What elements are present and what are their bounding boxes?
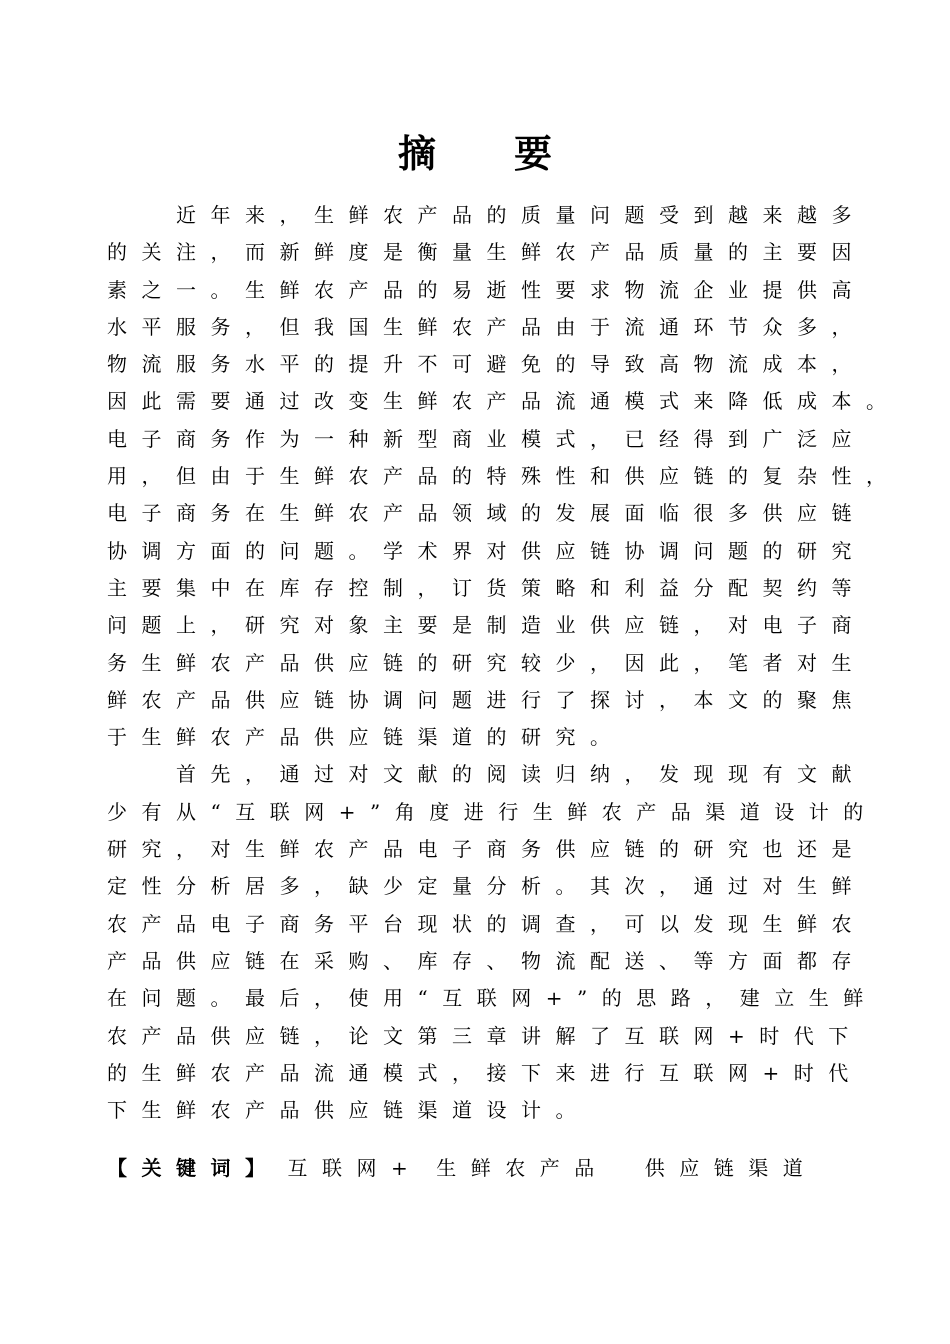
abstract-line: 农产品电子商务平台现状的调查，可以发现生鲜农 <box>107 911 866 936</box>
abstract-line: 少有从“互联网+”角度进行生鲜农产品渠道设计的 <box>107 799 878 824</box>
abstract-line: 的生鲜农产品流通模式，接下来进行互联网+时代 <box>107 1060 863 1085</box>
abstract-line: 在问题。最后，使用“互联网+”的思路，建立生鲜 <box>107 986 878 1011</box>
abstract-line: 务生鲜农产品供应链的研究较少，因此，笔者对生 <box>107 650 866 675</box>
abstract-line: 电子商务在生鲜农产品领域的发展面临很多供应链 <box>107 501 866 526</box>
abstract-line: 近年来，生鲜农产品的质量问题受到越来越多 <box>107 203 866 227</box>
abstract-line: 的关注，而新鲜度是衡量生鲜农产品质量的主要因 <box>107 240 866 265</box>
keywords-line <box>107 1150 831 1187</box>
page-title <box>0 128 950 180</box>
abstract-line: 定性分析居多，缺少定量分析。其次，通过对生鲜 <box>107 874 866 899</box>
abstract-line: 水平服务，但我国生鲜农产品由于流通环节众多， <box>107 314 866 339</box>
abstract-line: 因此需要通过改变生鲜农产品流通模式来降低成本。 <box>107 389 901 414</box>
title-char-2: 要 <box>514 131 553 176</box>
abstract-line: 下生鲜农产品供应链渠道设计。 <box>107 1098 590 1123</box>
abstract-body <box>107 197 901 1129</box>
keyword-item: 供应链渠道 <box>644 1156 818 1180</box>
abstract-line: 主要集中在库存控制，订货策略和利益分配契约等 <box>107 575 866 600</box>
abstract-line: 物流服务水平的提升不可避免的导致高物流成本， <box>107 352 866 377</box>
abstract-line: 鲜农产品供应链协调问题进行了探讨，本文的聚焦 <box>107 687 866 712</box>
abstract-line: 用，但由于生鲜农产品的特殊性和供应链的复杂性， <box>107 464 901 489</box>
abstract-line: 素之一。生鲜农产品的易逝性要求物流企业提供高 <box>107 277 866 302</box>
title-char-1: 摘 <box>397 131 436 176</box>
abstract-line: 农产品供应链，论文第三章讲解了互联网+时代下 <box>107 1023 863 1048</box>
abstract-line: 问题上，研究对象主要是制造业供应链，对电子商 <box>107 613 866 638</box>
keywords-label: 【关键词】 <box>107 1156 280 1180</box>
abstract-line: 首先，通过对文献的阅读归纳，发现现有文献 <box>107 762 866 787</box>
keyword-item: 互联网+ <box>287 1156 423 1180</box>
abstract-line: 于生鲜农产品供应链渠道的研究。 <box>107 725 625 750</box>
keyword-item: 生鲜农产品 <box>436 1156 609 1180</box>
abstract-line: 产品供应链在采购、库存、物流配送、等方面都存 <box>107 948 866 973</box>
abstract-line: 电子商务作为一种新型商业模式，已经得到广泛应 <box>107 426 866 451</box>
abstract-line: 协调方面的问题。学术界对供应链协调问题的研究 <box>107 538 866 563</box>
abstract-line: 研究，对生鲜农产品电子商务供应链的研究也还是 <box>107 837 866 862</box>
